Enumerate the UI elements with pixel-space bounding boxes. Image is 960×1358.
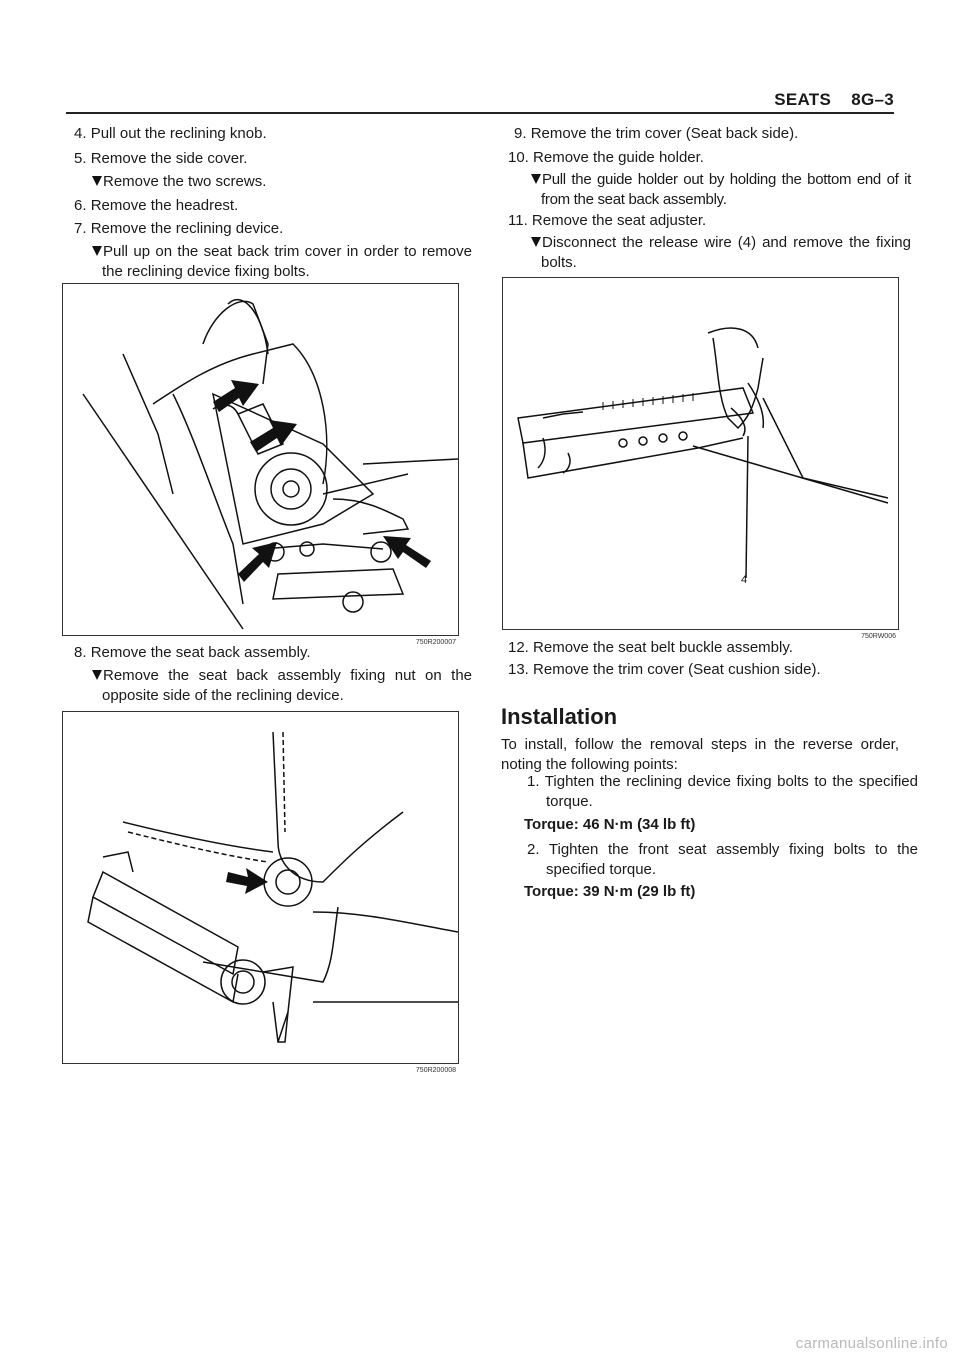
triangle-bullet-icon: [92, 670, 102, 680]
step-4: 4. Pull out the reclining knob.: [74, 125, 267, 142]
section-title: SEATS 8G–3: [774, 90, 894, 109]
step-6: 6. Remove the headrest.: [74, 197, 239, 214]
step-8-note: Remove the seat back assembly fixing nut on the opposite side of the reclining device.: [92, 666, 472, 706]
reclining-device-illustration: [63, 284, 458, 635]
step-10-note: Pull the guide holder out by holding the bottom end of it from the seat back assembly.: [531, 170, 911, 210]
step-7-note: Pull up on the seat back trim cover in order to remove the reclining device fixing bolts.: [92, 242, 472, 282]
triangle-bullet-icon: [92, 176, 102, 186]
install-item-1: 1. Tighten the reclining device fixing bolts to the specified torque.: [527, 773, 918, 810]
seat-back-illustration: [63, 712, 458, 1063]
step-5: 5. Remove the side cover.: [74, 150, 248, 167]
triangle-bullet-icon: [531, 174, 541, 184]
torque-2: Torque: 39 N·m (29 lb ft): [524, 883, 696, 900]
installation-heading: Installation: [501, 704, 618, 729]
torque-1: Torque: 46 N·m (34 lb ft): [524, 816, 696, 833]
step-5-note: Remove the two screws.: [92, 172, 462, 192]
seat-adjuster-illustration: [503, 278, 898, 629]
page-header: [66, 90, 894, 114]
triangle-bullet-icon: [531, 237, 541, 247]
step-9: 9. Remove the trim cover (Seat back side).: [514, 125, 799, 142]
figure-code: 750R200007: [415, 639, 456, 646]
step-11: 11. Remove the seat adjuster.: [508, 212, 707, 229]
callout-4: 4: [741, 574, 748, 586]
figure-seat-back-assembly: [62, 711, 459, 1074]
step-12: 12. Remove the seat belt buckle assembly.: [508, 639, 793, 656]
step-7: 7. Remove the reclining device.: [74, 220, 284, 237]
triangle-bullet-icon: [92, 246, 102, 256]
installation-intro: To install, follow the removal steps in the reverse order, noting the following points:: [501, 736, 899, 773]
step-13: 13. Remove the trim cover (Seat cushion side).: [508, 661, 821, 678]
watermark: carmanualsonline.info: [795, 1335, 948, 1352]
figure-seat-adjuster: [502, 277, 899, 640]
step-8: 8. Remove the seat back assembly.: [74, 644, 311, 661]
step-10: 10. Remove the guide holder.: [508, 149, 704, 166]
install-item-2: 2. Tighten the front seat assembly fixing bolts to the specified torque.: [527, 841, 918, 878]
step-11-note: Disconnect the release wire (4) and remove the fixing bolts.: [531, 233, 911, 273]
figure-reclining-device: [62, 283, 459, 646]
figure-code: 750RW006: [861, 633, 896, 640]
figure-code: 750R200008: [415, 1067, 456, 1074]
